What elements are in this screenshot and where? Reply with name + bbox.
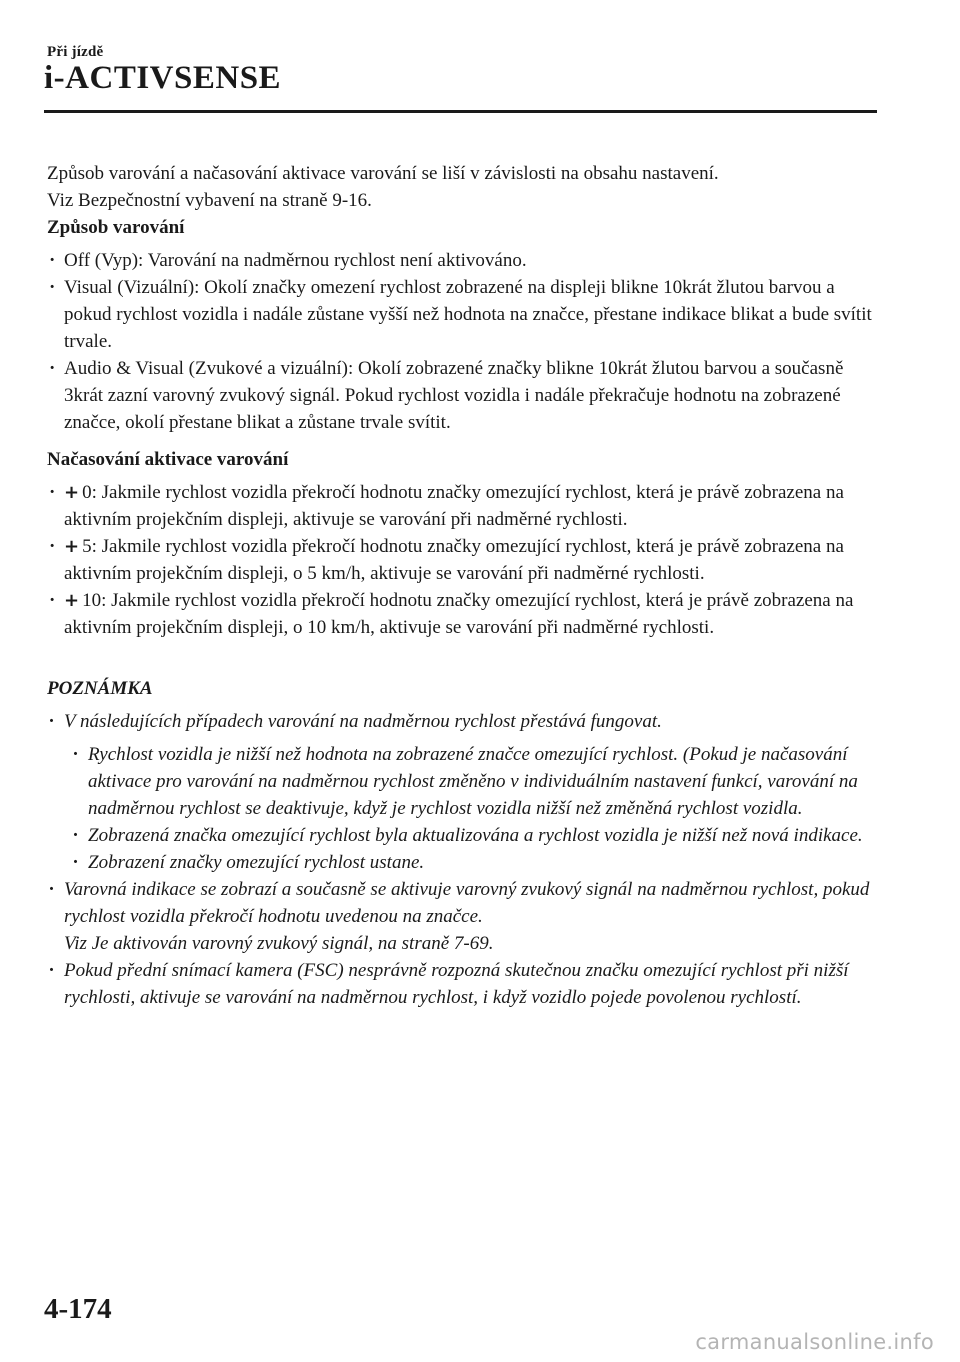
note-list xyxy=(47,708,877,735)
list-item xyxy=(47,533,877,587)
timing-text: 5: Jakmile rychlost vozidla překročí hodnotu značky omezující rychlost, která je právě zobrazena na aktivním projekčním displeji, o 5 km/h, aktivuje se varování při nadměrné rychlosti. xyxy=(64,536,844,584)
list-item: · V následujících případech varování na nadměrnou rychlost přestává fungovat. xyxy=(47,708,877,735)
list-item: · Off (Vyp): Varování na nadměrnou rychlost není aktivováno. xyxy=(47,247,877,274)
list-item: · Zobrazení značky omezující rychlost ustane. xyxy=(71,849,877,876)
list-item xyxy=(47,587,877,641)
list-item xyxy=(47,479,877,533)
timing-heading: Načasování aktivace varování xyxy=(47,449,289,470)
chapter-title: i-ACTIVSENSE xyxy=(44,60,282,96)
plus-icon: + xyxy=(64,536,80,557)
plus-icon: + xyxy=(64,590,80,611)
plus-icon: + xyxy=(64,482,80,503)
intro-reference: Viz Bezpečnostní vybavení na straně 9-16. xyxy=(47,190,372,211)
list-item: · Visual (Vizuální): Okolí značky omezení rychlost zobrazené na displeji blikne 10krát žlutou barvou a pokud rychlost vozidla i nadále zůstane vyšší než hodnota na značce, přestane indikace blikat a bude svítit trvale. xyxy=(47,274,877,355)
page-content xyxy=(47,160,877,1011)
note-title: POZNÁMKA xyxy=(47,678,153,699)
section-label: Při jízdě xyxy=(47,44,104,60)
watermark: carmanualsonline.info xyxy=(695,1330,934,1354)
warning-method-heading: Způsob varování xyxy=(47,217,185,238)
note-list-continued xyxy=(47,876,877,1011)
list-item: · Audio & Visual (Zvukové a vizuální): Okolí zobrazené značky blikne 10krát žlutou barvou a současně 3krát zazní varovný zvukový signál. Pokud rychlost vozidla i nadále překračuje hodnotu na zobrazené značce, okolí přestane blikat a zůstane trvale svítit. xyxy=(47,355,877,436)
timing-list xyxy=(47,479,877,641)
list-item: · Rychlost vozidla je nižší než hodnota na zobrazené značce omezující rychlost. (Pokud je načasování aktivace pro varování na nadměrnou rychlost změněno v individuálním nastavení funkcí, varování na nadměrnou rychlost se deaktivuje, když je rychlost vozidla nižší než změněná rychlost vozidla. xyxy=(71,741,877,822)
header-divider xyxy=(44,110,877,113)
note-sublist xyxy=(47,741,877,876)
timing-text: 0: Jakmile rychlost vozidla překročí hodnotu značky omezující rychlost, která je právě zobrazena na aktivním projekčním displeji, aktivuje se varování při nadměrné rychlosti. xyxy=(64,482,844,530)
list-item xyxy=(47,876,877,957)
list-item: · Pokud přední snímací kamera (FSC) nesprávně rozpozná skutečnou značku omezující rychlost při nižší rychlosti, aktivuje se varování na nadměrnou rychlost, i když vozidlo pojede povolenou rychlostí. xyxy=(47,957,877,1011)
note-text: Varovná indikace se zobrazí a současně se aktivuje varovný zvukový signál na nadměrnou rychlost, pokud rychlost vozidla překročí hodnotu uvedenou na značce. xyxy=(64,879,870,927)
intro-text: Způsob varování a načasování aktivace varování se liší v závislosti na obsahu nastavení. xyxy=(47,163,719,184)
note-reference: Viz Je aktivován varovný zvukový signál, na straně 7-69. xyxy=(64,933,494,954)
page-number: 4-174 xyxy=(44,1293,112,1325)
timing-text: 10: Jakmile rychlost vozidla překročí hodnotu značky omezující rychlost, která je právě zobrazena na aktivním projekčním displeji, o 10 km/h, aktivuje se varování při nadměrné rychlosti. xyxy=(64,590,854,638)
warning-method-list xyxy=(47,247,877,436)
list-item: · Zobrazená značka omezující rychlost byla aktualizována a rychlost vozidla je nižší než nová indikace. xyxy=(71,822,877,849)
